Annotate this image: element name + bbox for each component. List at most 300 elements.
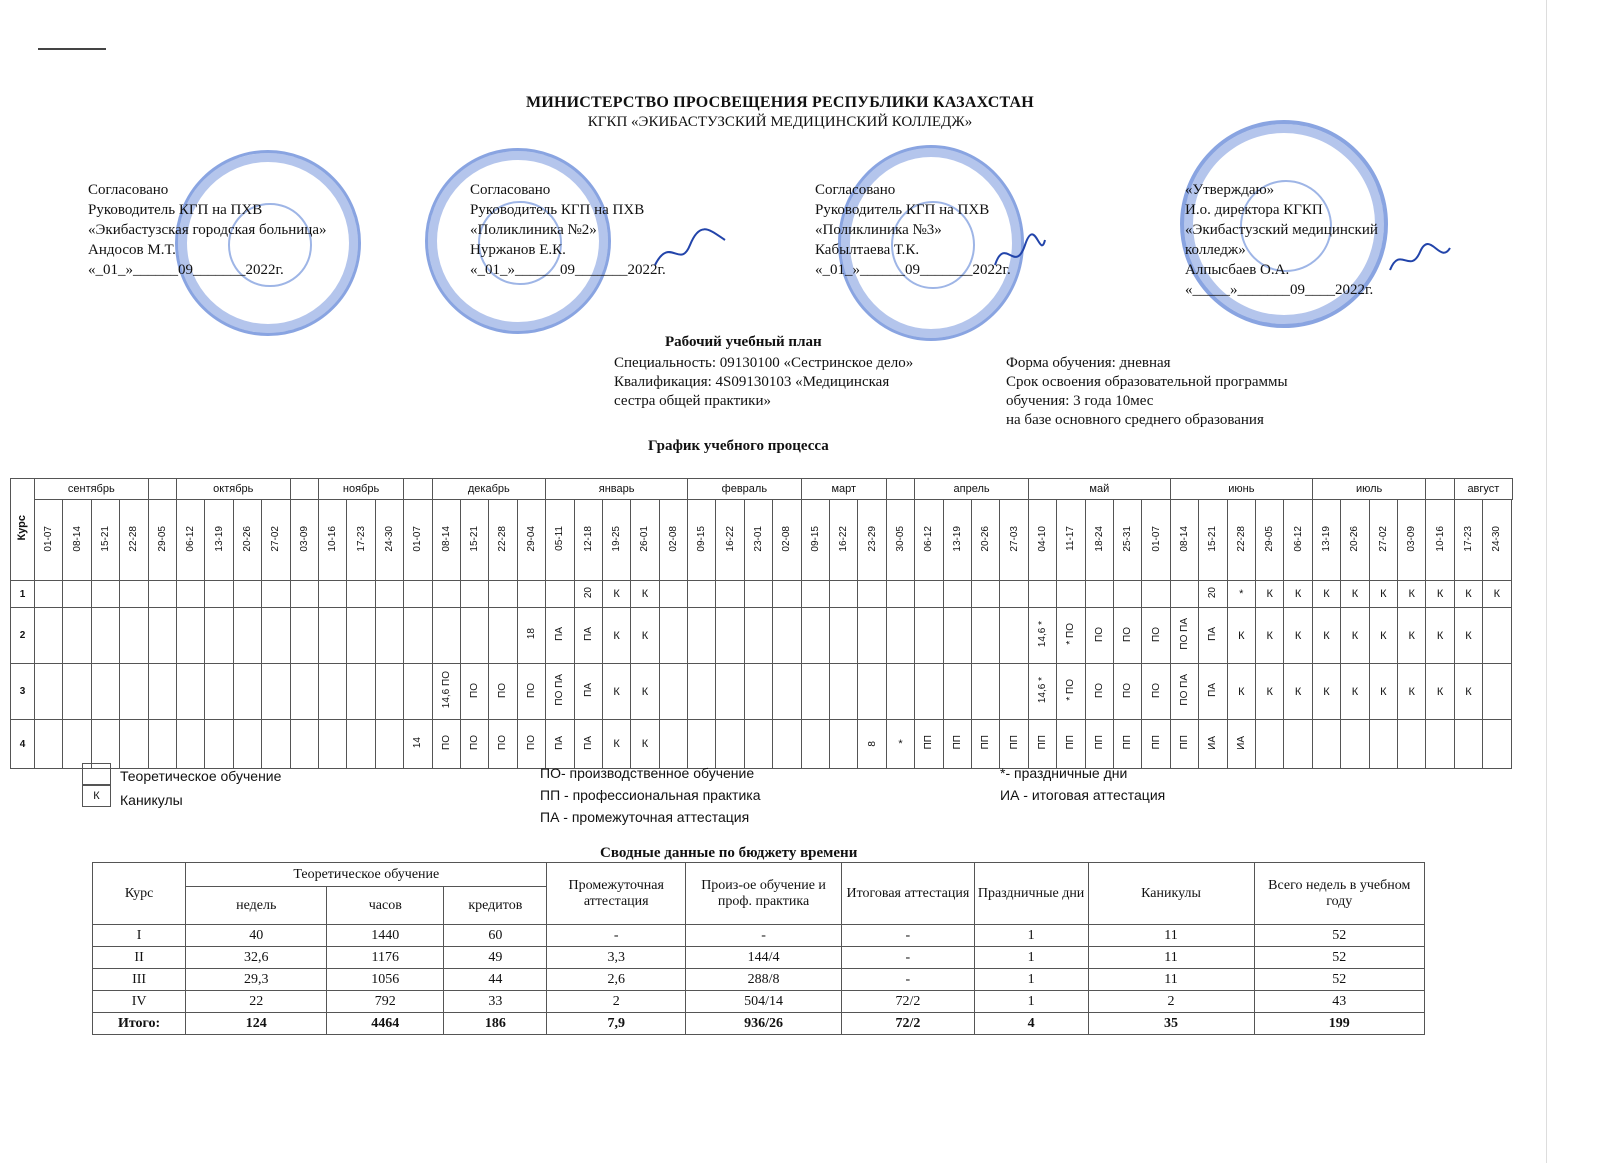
schedule-cell	[773, 581, 801, 608]
budget-cell: 11	[1088, 925, 1254, 947]
budget-cell: 43	[1254, 991, 1425, 1013]
schedule-cell: ПО	[1114, 664, 1142, 720]
budget-row	[93, 947, 1425, 969]
schedule-cell	[830, 581, 858, 608]
schedule-cell	[290, 608, 318, 664]
schedule-cell	[659, 664, 687, 720]
schedule-cell	[205, 720, 233, 769]
week-header: 15-21	[460, 500, 488, 581]
schedule-cell	[375, 720, 403, 769]
budget-cell: I	[93, 925, 186, 947]
schedule-cell	[404, 608, 432, 664]
month-header	[290, 479, 318, 500]
signature-4	[1385, 240, 1455, 280]
row-kurs: 2	[11, 608, 35, 664]
schedule-cell	[91, 664, 119, 720]
month-header: январь	[546, 479, 688, 500]
approval-4	[1185, 180, 1378, 300]
schedule-cell	[35, 664, 63, 720]
budget-cell: 7,9	[547, 1013, 685, 1035]
schedule-cell	[35, 608, 63, 664]
schedule-cell	[1057, 581, 1085, 608]
approval-1-line1: Согласовано	[88, 182, 169, 198]
week-header: 13-19	[205, 500, 233, 581]
approval-4-line1: «Утверждаю»	[1185, 182, 1275, 198]
week-header: 18-24	[1085, 500, 1113, 581]
week-header: 25-31	[1114, 500, 1142, 581]
schedule-cell	[688, 608, 716, 664]
schedule-cell	[148, 581, 176, 608]
budget-cell: 11	[1088, 969, 1254, 991]
schedule-cell	[1312, 720, 1340, 769]
month-header	[404, 479, 432, 500]
schedule-cell: * ПО	[1057, 664, 1085, 720]
schedule-cell	[943, 664, 971, 720]
budget-cell: 33	[444, 991, 547, 1013]
budget-table	[92, 862, 1425, 1035]
schedule-cell	[744, 608, 772, 664]
week-header: 04-10	[1028, 500, 1056, 581]
schedule-cell: К	[1397, 664, 1425, 720]
schedule-title: График учебного процесса	[648, 438, 829, 454]
schedule-cell	[262, 608, 290, 664]
budget-head-ia: Итоговая аттестация	[842, 863, 975, 925]
schedule-cell: К	[631, 581, 659, 608]
legend-po: ПО- производственное обучение	[540, 765, 755, 781]
schedule-cell	[858, 608, 886, 664]
budget-row	[93, 969, 1425, 991]
schedule-table	[10, 478, 1513, 769]
budget-total-row	[93, 1013, 1425, 1035]
schedule-cell: ПП	[943, 720, 971, 769]
schedule-cell	[1170, 581, 1198, 608]
schedule-cell	[886, 608, 914, 664]
week-header: 11-17	[1057, 500, 1085, 581]
budget-cell: 44	[444, 969, 547, 991]
schedule-cell	[460, 581, 488, 608]
schedule-cell	[773, 608, 801, 664]
schedule-cell	[176, 720, 204, 769]
plan-specialty	[614, 354, 913, 411]
schedule-cell: К	[1426, 581, 1454, 608]
legend-holidays: Каникулы	[120, 792, 183, 808]
schedule-cell: 20	[1199, 581, 1227, 608]
month-header	[148, 479, 176, 500]
schedule-cell	[63, 720, 91, 769]
schedule-cell	[773, 720, 801, 769]
schedule-cell: ПП	[1028, 720, 1056, 769]
schedule-cell: ПО	[489, 720, 517, 769]
schedule-cell: К	[631, 664, 659, 720]
week-header: 13-19	[943, 500, 971, 581]
budget-cell: 40	[186, 925, 327, 947]
schedule-cell: ИА	[1199, 720, 1227, 769]
schedule-cell	[1000, 608, 1028, 664]
approval-2-line1: Согласовано	[470, 182, 551, 198]
budget-cell: -	[547, 925, 685, 947]
week-header: 20-26	[972, 500, 1000, 581]
schedule-cell	[659, 720, 687, 769]
schedule-cell: * ПО	[1057, 608, 1085, 664]
schedule-cell: 14,6 *	[1028, 664, 1056, 720]
schedule-cell	[205, 608, 233, 664]
schedule-cell: ПП	[1057, 720, 1085, 769]
form-text: Форма обучения: дневная	[1006, 355, 1171, 371]
schedule-cell	[1284, 720, 1312, 769]
schedule-cell: К	[1341, 664, 1369, 720]
schedule-cell	[773, 664, 801, 720]
schedule-cell	[915, 608, 943, 664]
week-header: 20-26	[1341, 500, 1369, 581]
schedule-cell	[1397, 720, 1425, 769]
schedule-cell: К	[1341, 581, 1369, 608]
row-kurs: 4	[11, 720, 35, 769]
budget-cell: 504/14	[685, 991, 841, 1013]
schedule-cell	[262, 581, 290, 608]
schedule-cell	[858, 581, 886, 608]
budget-cell: 72/2	[842, 1013, 975, 1035]
plan-form	[1006, 354, 1288, 430]
schedule-cell	[886, 664, 914, 720]
schedule-cell	[972, 581, 1000, 608]
budget-title: Сводные данные по бюджету времени	[600, 845, 858, 861]
approval-2-line2: Руководитель КГП на ПХВ	[470, 202, 645, 218]
week-header: 27-02	[1369, 500, 1397, 581]
budget-cell: 4	[974, 1013, 1088, 1035]
schedule-cell	[1000, 664, 1028, 720]
schedule-cell: К	[1312, 664, 1340, 720]
budget-cell: 3,3	[547, 947, 685, 969]
approval-4-line3: «Экибастузский медицинский	[1185, 222, 1378, 238]
schedule-cell	[830, 608, 858, 664]
budget-cell: 60	[444, 925, 547, 947]
schedule-cell	[35, 581, 63, 608]
schedule-cell: К	[1312, 608, 1340, 664]
week-header: 08-14	[1170, 500, 1198, 581]
month-header: ноябрь	[318, 479, 403, 500]
approval-3	[815, 180, 1011, 280]
budget-cell: 29,3	[186, 969, 327, 991]
schedule-cell	[63, 664, 91, 720]
schedule-cell	[1483, 608, 1511, 664]
schedule-cell	[120, 608, 148, 664]
schedule-cell	[233, 720, 261, 769]
approval-2-line4: Нуржанов Е.К.	[470, 242, 566, 258]
schedule-cell: К	[602, 581, 630, 608]
schedule-cell: К	[1312, 581, 1340, 608]
schedule-cell: ИА	[1227, 720, 1255, 769]
schedule-cell	[915, 664, 943, 720]
schedule-cell	[886, 581, 914, 608]
schedule-cell	[744, 581, 772, 608]
budget-head-total: Всего недель в учебном году	[1254, 863, 1425, 925]
schedule-cell	[830, 664, 858, 720]
budget-cell: -	[842, 969, 975, 991]
schedule-cell	[744, 720, 772, 769]
schedule-cell: К	[1227, 608, 1255, 664]
schedule-cell	[432, 608, 460, 664]
approval-3-line3: «Поликлиника №3»	[815, 222, 942, 238]
week-header: 16-22	[830, 500, 858, 581]
schedule-cell: ПО	[1085, 608, 1113, 664]
budget-cell: 1	[974, 991, 1088, 1013]
schedule-cell	[318, 581, 346, 608]
schedule-cell	[1114, 581, 1142, 608]
budget-cell: 35	[1088, 1013, 1254, 1035]
schedule-cell	[744, 664, 772, 720]
schedule-cell: 14,6 ПО	[432, 664, 460, 720]
budget-head-prod: Произ-ое обучение и проф. практика	[685, 863, 841, 925]
budget-row	[93, 991, 1425, 1013]
schedule-cell	[233, 581, 261, 608]
legend-pp: ПП - профессиональная практика	[540, 787, 761, 803]
week-header: 10-16	[1426, 500, 1454, 581]
schedule-cell	[1085, 581, 1113, 608]
budget-cell: 32,6	[186, 947, 327, 969]
schedule-cell: К	[631, 608, 659, 664]
week-header: 17-23	[347, 500, 375, 581]
week-header: 06-12	[176, 500, 204, 581]
schedule-cell: *	[1227, 581, 1255, 608]
week-header: 26-01	[631, 500, 659, 581]
row-kurs: 3	[11, 664, 35, 720]
schedule-cell	[1483, 664, 1511, 720]
schedule-cell	[972, 608, 1000, 664]
schedule-cell	[1483, 720, 1511, 769]
schedule-cell: 14,6 *	[1028, 608, 1056, 664]
week-header: 13-19	[1312, 500, 1340, 581]
legend-theory: Теоретическое обучение	[120, 768, 282, 784]
schedule-row	[11, 664, 1513, 720]
schedule-cell: К	[1426, 608, 1454, 664]
week-header: 30-05	[886, 500, 914, 581]
budget-cell: 52	[1254, 925, 1425, 947]
schedule-cell	[688, 720, 716, 769]
month-header: июль	[1312, 479, 1426, 500]
month-header: февраль	[688, 479, 802, 500]
legend-ia: ИА - итоговая аттестация	[1000, 787, 1166, 803]
approval-3-line1: Согласовано	[815, 182, 896, 198]
schedule-cell	[120, 720, 148, 769]
schedule-cell: ПП	[1000, 720, 1028, 769]
schedule-cell	[262, 720, 290, 769]
schedule-cell	[233, 608, 261, 664]
schedule-cell	[120, 664, 148, 720]
qualification-line1: Квалификация: 4S09130103 «Медицинская	[614, 374, 890, 390]
week-header: 20-26	[233, 500, 261, 581]
budget-head-hol: Праздничные дни	[974, 863, 1088, 925]
schedule-cell	[233, 664, 261, 720]
schedule-cell	[404, 664, 432, 720]
week-header: 06-12	[1284, 500, 1312, 581]
approval-3-line4: Кабылтаева Т.К.	[815, 242, 920, 258]
budget-cell: II	[93, 947, 186, 969]
week-header: 10-16	[318, 500, 346, 581]
budget-head-kan: Каникулы	[1088, 863, 1254, 925]
week-header: 23-01	[744, 500, 772, 581]
approval-4-line2: И.о. директора КГКП	[1185, 202, 1323, 218]
budget-cell: 288/8	[685, 969, 841, 991]
budget-cell: 72/2	[842, 991, 975, 1013]
schedule-cell: К	[1483, 581, 1511, 608]
schedule-cell: К	[1256, 581, 1284, 608]
week-header: 22-28	[120, 500, 148, 581]
budget-head-credits: кредитов	[444, 887, 547, 925]
week-header: 24-30	[375, 500, 403, 581]
schedule-cell: ПП	[972, 720, 1000, 769]
month-header: апрель	[915, 479, 1029, 500]
approval-3-line5: «_01_»______09_______2022г.	[815, 262, 1011, 278]
schedule-cell	[318, 720, 346, 769]
schedule-cell	[205, 581, 233, 608]
schedule-cell	[915, 581, 943, 608]
schedule-cell: ПО	[1142, 608, 1170, 664]
schedule-cell	[347, 581, 375, 608]
week-header: 05-11	[546, 500, 574, 581]
schedule-cell	[35, 720, 63, 769]
week-header: 29-04	[517, 500, 545, 581]
schedule-cell: К	[602, 664, 630, 720]
budget-cell: Итого:	[93, 1013, 186, 1035]
schedule-cell	[176, 664, 204, 720]
week-header: 27-02	[262, 500, 290, 581]
schedule-cell	[318, 664, 346, 720]
week-header: 22-28	[489, 500, 517, 581]
schedule-cell: К	[1256, 664, 1284, 720]
budget-cell: 186	[444, 1013, 547, 1035]
month-header: март	[801, 479, 886, 500]
schedule-cell	[688, 664, 716, 720]
schedule-cell	[404, 581, 432, 608]
approval-1-line5: «_01_»______09_______2022г.	[88, 262, 284, 278]
budget-head-pa: Промежуточная аттестация	[547, 863, 685, 925]
week-header: 09-15	[801, 500, 829, 581]
schedule-row	[11, 608, 1513, 664]
approval-2-line5: «_01_»______09_______2022г.	[470, 262, 666, 278]
schedule-cell	[716, 720, 744, 769]
budget-cell: 792	[327, 991, 444, 1013]
week-header: 17-23	[1454, 500, 1482, 581]
schedule-cell: ПА	[574, 720, 602, 769]
plan-title: Рабочий учебный план	[665, 334, 822, 350]
schedule-cell: 20	[574, 581, 602, 608]
schedule-cell: ПП	[1114, 720, 1142, 769]
schedule-cell	[546, 581, 574, 608]
schedule-cell	[91, 581, 119, 608]
budget-cell: 1440	[327, 925, 444, 947]
schedule-cell: К	[1454, 608, 1482, 664]
month-header: октябрь	[176, 479, 290, 500]
approval-2	[470, 180, 666, 280]
schedule-cell: К	[602, 608, 630, 664]
schedule-cell	[205, 664, 233, 720]
schedule-cell: К	[1369, 664, 1397, 720]
budget-cell: 2,6	[547, 969, 685, 991]
approval-2-line3: «Поликлиника №2»	[470, 222, 597, 238]
schedule-cell: ПА	[574, 664, 602, 720]
schedule-cell: 18	[517, 608, 545, 664]
week-header: 24-30	[1483, 500, 1511, 581]
week-header: 27-03	[1000, 500, 1028, 581]
budget-cell: 1	[974, 947, 1088, 969]
schedule-cell: ПП	[1085, 720, 1113, 769]
budget-cell: 124	[186, 1013, 327, 1035]
week-header: 01-07	[404, 500, 432, 581]
schedule-cell: ПА	[546, 608, 574, 664]
week-header: 23-29	[858, 500, 886, 581]
schedule-cell: ПА	[546, 720, 574, 769]
approval-4-line6: «_____»_______09____2022г.	[1185, 282, 1374, 298]
budget-cell: 144/4	[685, 947, 841, 969]
schedule-cell	[318, 608, 346, 664]
schedule-cell: *	[886, 720, 914, 769]
schedule-cell: ПО	[1142, 664, 1170, 720]
schedule-cell: ПО	[1114, 608, 1142, 664]
legend-pa: ПА - промежуточная аттестация	[540, 809, 750, 825]
approval-1	[88, 180, 326, 280]
week-header: 01-07	[1142, 500, 1170, 581]
schedule-cell	[801, 581, 829, 608]
week-header: 16-22	[716, 500, 744, 581]
week-header: 02-08	[659, 500, 687, 581]
schedule-cell: ПО	[517, 720, 545, 769]
week-header: 03-09	[1397, 500, 1425, 581]
schedule-cell: К	[1397, 608, 1425, 664]
schedule-cell	[375, 608, 403, 664]
schedule-cell: ПО ПА	[546, 664, 574, 720]
schedule-row	[11, 581, 1513, 608]
schedule-cell	[432, 581, 460, 608]
schedule-cell	[943, 608, 971, 664]
week-header: 02-08	[773, 500, 801, 581]
approval-4-line5: Алпысбаев О.А.	[1185, 262, 1290, 278]
month-header	[886, 479, 914, 500]
budget-cell: III	[93, 969, 186, 991]
schedule-cell	[1426, 720, 1454, 769]
schedule-cell	[1369, 720, 1397, 769]
schedule-cell: К	[631, 720, 659, 769]
schedule-cell	[830, 720, 858, 769]
term-line3: на базе основного среднего образования	[1006, 412, 1264, 428]
schedule-cell	[943, 581, 971, 608]
schedule-cell	[91, 720, 119, 769]
week-header: 29-05	[148, 500, 176, 581]
schedule-cell	[1454, 720, 1482, 769]
schedule-cell	[801, 664, 829, 720]
schedule-cell: ПО	[432, 720, 460, 769]
budget-cell: IV	[93, 991, 186, 1013]
schedule-cell	[489, 608, 517, 664]
schedule-cell: ПП	[1142, 720, 1170, 769]
week-header: 08-14	[432, 500, 460, 581]
week-header: 08-14	[63, 500, 91, 581]
schedule-cell	[262, 664, 290, 720]
month-header: август	[1454, 479, 1512, 500]
week-header: 12-18	[574, 500, 602, 581]
schedule-cell: К	[1397, 581, 1425, 608]
budget-cell: 1	[974, 925, 1088, 947]
signature-2	[650, 225, 730, 275]
schedule-cell	[972, 664, 1000, 720]
schedule-cell	[176, 608, 204, 664]
schedule-cell: ПО	[1085, 664, 1113, 720]
schedule-cell: К	[1256, 608, 1284, 664]
schedule-cell: К	[1341, 608, 1369, 664]
schedule-cell	[1000, 581, 1028, 608]
budget-head-kurs: Курс	[93, 863, 186, 925]
schedule-cell: К	[1454, 664, 1482, 720]
schedule-cell	[858, 664, 886, 720]
